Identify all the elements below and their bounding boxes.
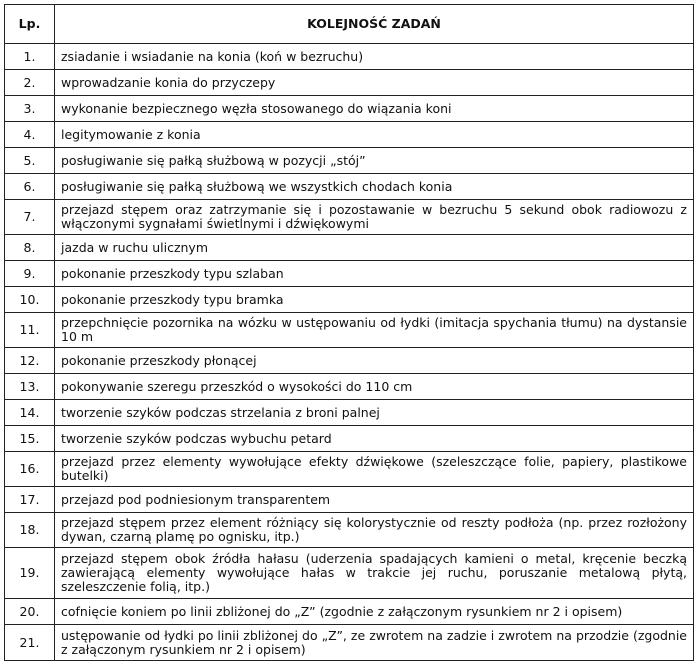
row-task: przejazd stępem oraz zatrzymanie się i pozostawanie w bezruchu 5 sekund obok radiowozu z włączonymi sygnałami świetlnymi i dźwiękowymi: [55, 200, 694, 235]
row-task: przejazd stępem obok źródła hałasu (uderzenia spadających kamieni o metal, kręcenie beczką zawierającą elementy wywołujące hałas w trakcie jej ruchu, poruszanie metalową płytą, szeleszczenie folią, itp.): [55, 548, 694, 599]
row-number: 18.: [5, 513, 55, 548]
table-row: [5, 548, 694, 599]
row-number: 6.: [5, 174, 55, 200]
table-row: [5, 235, 694, 261]
row-number: 13.: [5, 374, 55, 400]
table-row: [5, 599, 694, 625]
row-number: 16.: [5, 452, 55, 487]
row-number: 8.: [5, 235, 55, 261]
row-number: 5.: [5, 148, 55, 174]
row-task: przepchnięcie pozornika na wózku w ustępowaniu od łydki (imitacja spychania tłumu) na dystansie 10 m: [55, 313, 694, 348]
row-number: 17.: [5, 487, 55, 513]
table-row: [5, 374, 694, 400]
row-number: 12.: [5, 348, 55, 374]
row-task: tworzenie szyków podczas strzelania z broni palnej: [55, 400, 694, 426]
row-task: przejazd przez elementy wywołujące efekty dźwiękowe (szeleszczące folie, papiery, plastikowe butelki): [55, 452, 694, 487]
row-task: pokonanie przeszkody typu bramka: [55, 287, 694, 313]
row-task: posługiwanie się pałką służbową we wszystkich chodach konia: [55, 174, 694, 200]
table-row: [5, 200, 694, 235]
row-task: posługiwanie się pałką służbową w pozycji „stój”: [55, 148, 694, 174]
row-task: pokonywanie szeregu przeszkód o wysokości do 110 cm: [55, 374, 694, 400]
row-number: 15.: [5, 426, 55, 452]
row-task: jazda w ruchu ulicznym: [55, 235, 694, 261]
row-number: 3.: [5, 96, 55, 122]
table-row: [5, 174, 694, 200]
row-number: 10.: [5, 287, 55, 313]
task-order-table: [4, 4, 694, 661]
table-row: [5, 348, 694, 374]
row-number: 2.: [5, 70, 55, 96]
table-row: [5, 313, 694, 348]
table-row: [5, 70, 694, 96]
row-task: wykonanie bezpiecznego węzła stosowanego do wiązania koni: [55, 96, 694, 122]
row-number: 1.: [5, 44, 55, 70]
row-number: 9.: [5, 261, 55, 287]
row-number: 4.: [5, 122, 55, 148]
table-row: [5, 287, 694, 313]
table-row: [5, 148, 694, 174]
row-number: 21.: [5, 625, 55, 661]
row-task: pokonanie przeszkody typu szlaban: [55, 261, 694, 287]
row-task: przejazd pod podniesionym transparentem: [55, 487, 694, 513]
row-task: przejazd stępem przez element różniący się kolorystycznie od reszty podłoża (np. przez rozłożony dywan, czarną plamę po ognisku, itp.): [55, 513, 694, 548]
table-row: [5, 261, 694, 287]
table-row: [5, 96, 694, 122]
table-row: [5, 513, 694, 548]
header-title: KOLEJNOŚĆ ZADAŃ: [55, 5, 694, 44]
row-number: 7.: [5, 200, 55, 235]
row-task: ustępowanie od łydki po linii zbliżonej do „Z”, ze zwrotem na zadzie i zwrotem na przodzie (zgodnie z załączonym rysunkiem nr 2 i opisem): [55, 625, 694, 661]
row-task: wprowadzanie konia do przyczepy: [55, 70, 694, 96]
row-task: zsiadanie i wsiadanie na konia (koń w bezruchu): [55, 44, 694, 70]
row-task: pokonanie przeszkody płonącej: [55, 348, 694, 374]
table-row: [5, 452, 694, 487]
row-number: 20.: [5, 599, 55, 625]
row-number: 19.: [5, 548, 55, 599]
table-row: [5, 487, 694, 513]
table-row: [5, 44, 694, 70]
table-row: [5, 426, 694, 452]
table-row: [5, 625, 694, 661]
row-number: 14.: [5, 400, 55, 426]
table-row: [5, 400, 694, 426]
row-task: tworzenie szyków podczas wybuchu petard: [55, 426, 694, 452]
table-row: [5, 122, 694, 148]
table-header-row: [5, 5, 694, 44]
row-task: legitymowanie z konia: [55, 122, 694, 148]
row-task: cofnięcie koniem po linii zbliżonej do „Z” (zgodnie z załączonym rysunkiem nr 2 i opisem): [55, 599, 694, 625]
header-lp: Lp.: [5, 5, 55, 44]
row-number: 11.: [5, 313, 55, 348]
